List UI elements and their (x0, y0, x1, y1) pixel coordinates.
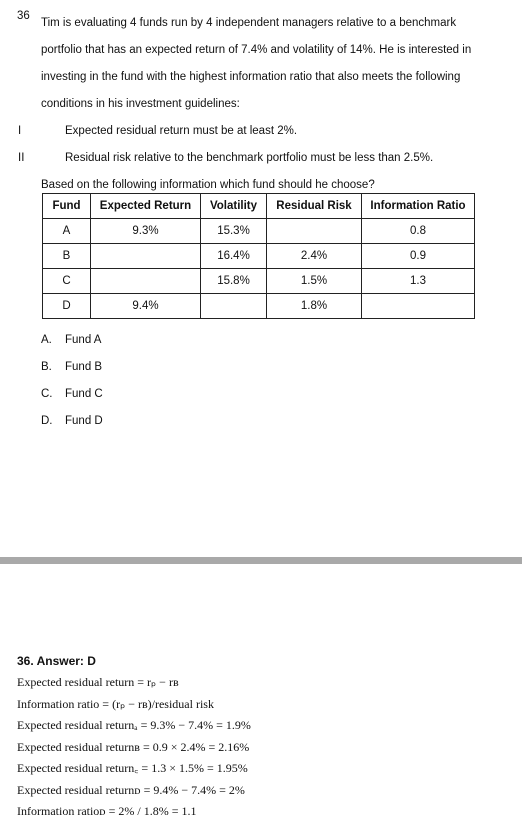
option-text: Fund D (65, 415, 103, 427)
table-cell: 9.4% (91, 294, 201, 319)
table-cell: B (43, 244, 91, 269)
option-letter: B. (41, 361, 52, 373)
table-cell (362, 294, 475, 319)
option-text: Fund C (65, 388, 103, 400)
answer-line: Expected residual returnₐ = 9.3% − 7.4% = 1.9% (17, 718, 251, 732)
header-volatility: Volatility (201, 194, 267, 219)
table-cell (91, 269, 201, 294)
table-cell: 1.3 (362, 269, 475, 294)
table-cell: 1.8% (267, 294, 362, 319)
table-cell (91, 244, 201, 269)
question-block (17, 10, 507, 199)
header-information-ratio: Information Ratio (362, 194, 475, 219)
table-header-row (43, 194, 475, 219)
table-cell: 15.3% (201, 219, 267, 244)
option-letter: D. (41, 415, 53, 427)
answer-line: Expected residual returnᴅ = 9.4% − 7.4% = 2% (17, 782, 245, 797)
option-a[interactable] (41, 327, 103, 354)
section-divider (0, 557, 522, 564)
question-line: investing in the fund with the highest information ratio that also meets the following (41, 71, 461, 83)
table-cell: A (43, 219, 91, 244)
question-line: conditions in his investment guidelines: (41, 98, 240, 110)
answer-line: Information ratioᴅ = 2% / 1.8% = 1.1 (17, 804, 197, 818)
condition-numeral: I (18, 125, 22, 137)
question-number: 36 (17, 10, 30, 22)
table-cell (267, 219, 362, 244)
option-text: Fund A (65, 334, 102, 346)
condition-numeral: II (18, 152, 25, 164)
condition-text: Residual risk relative to the benchmark portfolio must be less than 2.5%. (65, 152, 434, 164)
table-cell: 15.8% (201, 269, 267, 294)
table-cell (201, 294, 267, 319)
table-cell: 0.9 (362, 244, 475, 269)
question-line: portfolio that has an expected return of 7.4% and volatility of 14%. He is interested in (41, 44, 472, 56)
condition-item (17, 145, 507, 172)
header-fund: Fund (43, 194, 91, 219)
table-cell: C (43, 269, 91, 294)
answer-options (41, 327, 103, 435)
table-row (43, 294, 475, 319)
table-cell: 16.4% (201, 244, 267, 269)
option-b[interactable] (41, 354, 103, 381)
header-residual-risk: Residual Risk (267, 194, 362, 219)
table-row (43, 269, 475, 294)
answer-line: Expected residual return꜀ = 1.3 × 1.5% = 1.95% (17, 761, 248, 775)
condition-item (17, 118, 507, 145)
answer-block (17, 651, 251, 823)
option-text: Fund B (65, 361, 103, 373)
option-d[interactable] (41, 408, 103, 435)
question-line: Tim is evaluating 4 funds run by 4 independent managers relative to a benchmark (41, 17, 457, 29)
table-row (43, 244, 475, 269)
table-row (43, 219, 475, 244)
option-letter: A. (41, 334, 52, 346)
header-expected-return: Expected Return (91, 194, 201, 219)
question-prompt: Based on the following information which fund should he choose? (41, 179, 375, 191)
option-letter: C. (41, 388, 53, 400)
table-cell: 2.4% (267, 244, 362, 269)
condition-text: Expected residual return must be at least 2%. (65, 125, 298, 137)
answer-line: Expected residual returnʙ = 0.9 × 2.4% = 2.16% (17, 739, 250, 754)
answer-line: Information ratio = (rₚ − rʙ)/residual risk (17, 696, 214, 711)
table-cell: D (43, 294, 91, 319)
answer-heading: 36. Answer: D (17, 654, 96, 668)
answer-line: Expected residual return = rₚ − rʙ (17, 675, 179, 689)
table-cell: 9.3% (91, 219, 201, 244)
option-c[interactable] (41, 381, 103, 408)
table-cell: 1.5% (267, 269, 362, 294)
question-text (41, 10, 507, 118)
table-cell: 0.8 (362, 219, 475, 244)
funds-table (42, 193, 475, 319)
